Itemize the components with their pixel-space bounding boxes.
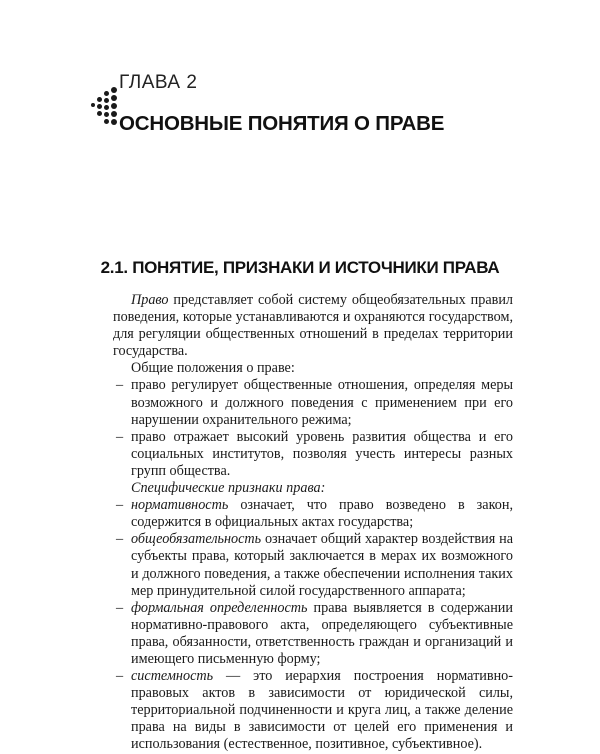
section-title: 2.1. ПОНЯТИЕ, ПРИЗНАКИ И ИСТОЧНИКИ ПРАВА [100, 258, 500, 277]
item-term: общеобязательность [131, 531, 262, 548]
item-term: системность [131, 668, 214, 685]
list-dash: – [116, 531, 124, 548]
list-item: – системность — это иерархия построения нормативно-правовых актов в зависимости от юридической силы, территориальной подчиненности и круга лиц, а также деление права на виды в зависимости от целей его применения и использования (естественное, позитивное, субъективное). [116, 668, 513, 753]
chapter-title: ОСНОВНЫЕ ПОНЯТИЯ О ПРАВЕ [119, 112, 445, 135]
list-item: – формальная определенность права выявляется в содержании нормативно-правового акта, определяющего субъективные права, обязанности, ответственность граждан и организаций и имеющего письменную форму; [116, 599, 513, 667]
item-term: нормативность [131, 497, 229, 514]
intro-term: Право [131, 292, 169, 308]
list-item: – нормативность означает, что право возведено в закон, содержится в официальных актах государства; [116, 497, 513, 531]
intro-paragraph [113, 292, 513, 360]
specific-heading: Специфические признаки права: [131, 480, 326, 497]
chapter-label: ГЛАВА 2 [119, 72, 198, 93]
body-text [113, 292, 513, 754]
general-list [113, 377, 513, 480]
specific-list [113, 497, 513, 753]
list-dash: – [116, 599, 124, 616]
list-dash: – [116, 428, 124, 445]
list-dash: – [116, 497, 124, 514]
list-item: – общеобязательность означает общий характер воздействия на субъекты права, который заключается в мерах их возможного и должного поведения, а также обеспечении исполнения таких мер принудительной силой государственного аппарата; [116, 531, 513, 599]
list-dash: – [116, 377, 124, 394]
list-dash: – [116, 668, 124, 685]
list-item: – право отражает высокий уровень развития общества и его социальных институтов, позволяя учесть интересы разных групп общества. [116, 428, 513, 479]
item-term: формальная определенность [131, 599, 308, 616]
chapter-dots-ornament [91, 87, 121, 125]
intro-text: представляет собой систему общеобязательных правил поведения, которые устанавливаются и охраняются государством, для регуляции общественных отношений в пределах территории государства. [113, 292, 513, 360]
general-heading: Общие положения о праве: [131, 360, 295, 377]
list-item: – право регулирует общественные отношения, определяя меры возможного и должного поведения с применением при его нарушении охранительного режима; [116, 377, 513, 428]
